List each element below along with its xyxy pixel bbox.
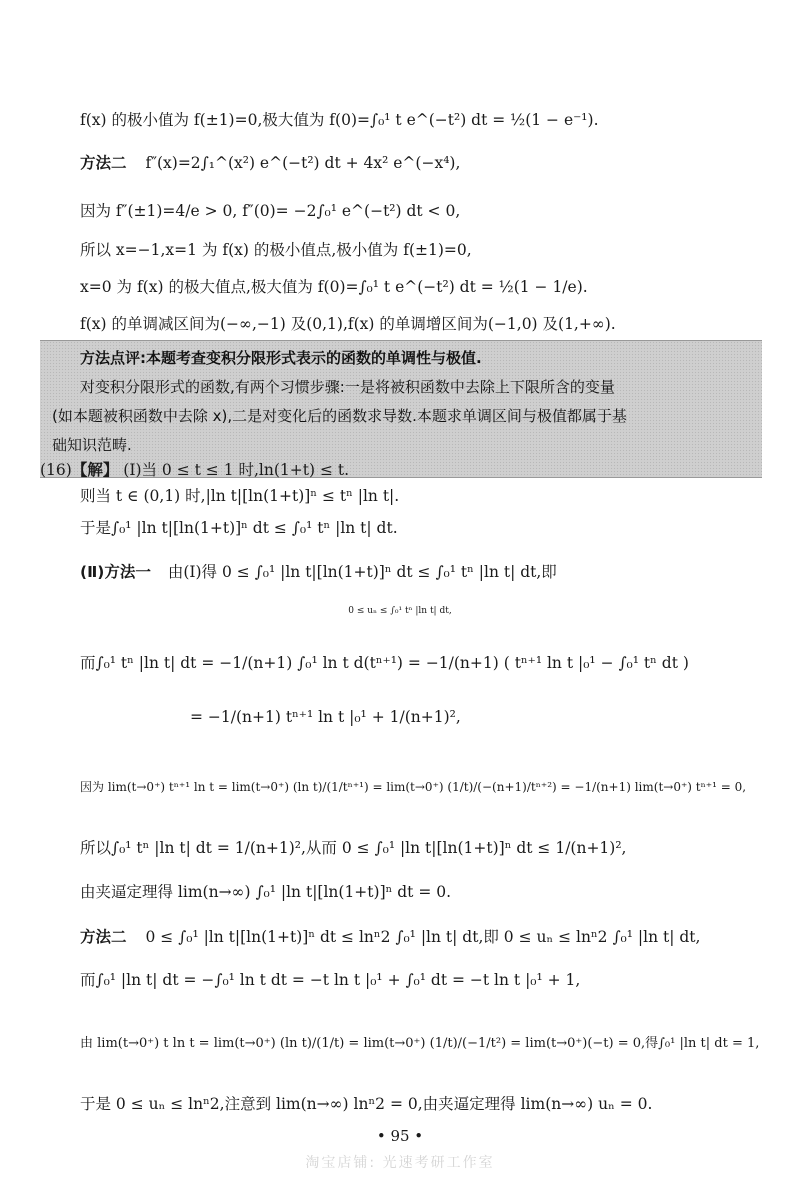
method-label: 方法二 [80, 154, 127, 172]
text-line-monotonic: f(x) 的单调减区间为(−∞,−1) 及(0,1),f(x) 的单调增区间为(−1,0) 及(1,+∞). [80, 315, 616, 333]
tip-title: 方法点评: [80, 349, 146, 367]
solution-header [40, 458, 740, 482]
tip-heading [80, 346, 754, 370]
solution-method2-line [80, 925, 740, 949]
solution-line: 而∫₀¹ tⁿ |ln t| dt = −1/(n+1) ∫₀¹ ln t d(tⁿ⁺¹) = −1/(n+1) ( tⁿ⁺¹ ln t |₀¹ − ∫₀¹ tⁿ dt ) [80, 654, 689, 672]
solution-line: 由夹逼定理得 lim(n→∞) ∫₀¹ |ln t|[ln(1+t)]ⁿ dt = 0. [80, 883, 452, 901]
solution-line: 于是∫₀¹ |ln t|[ln(1+t)]ⁿ dt ≤ ∫₀¹ tⁿ |ln t| dt. [80, 519, 398, 537]
solution-part2-line [80, 560, 740, 584]
solution-line: 由(Ⅰ)得 0 ≤ ∫₀¹ |ln t|[ln(1+t)]ⁿ dt ≤ ∫₀¹ tⁿ |ln t| dt,即 [167, 563, 557, 581]
solution-line: = −1/(n+1) tⁿ⁺¹ ln t |₀¹ + 1/(n+1)², [190, 708, 461, 726]
tip-body-line: 对变积分限形式的函数,有两个习惯步骤:一是将被积函数中去除上下限所含的变量 [80, 378, 615, 396]
solution-line: 而∫₀¹ |ln t| dt = −∫₀¹ ln t dt = −t ln t |₀¹ + ∫₀¹ dt = −t ln t |₀¹ + 1, [80, 971, 581, 989]
solution-line: 0 ≤ ∫₀¹ |ln t|[ln(1+t)]ⁿ dt ≤ lnⁿ2 ∫₀¹ |ln t| dt,即 0 ≤ uₙ ≤ lnⁿ2 ∫₀¹ |ln t| dt, [145, 928, 701, 946]
solution-line: 则当 t ∈ (0,1) 时,|ln t|[ln(1+t)]ⁿ ≤ tⁿ |ln t|. [80, 487, 400, 505]
text-line-because: 因为 f″(±1)=4/e > 0, f″(0)= −2∫₀¹ e^(−t²) dt < 0, [80, 202, 461, 220]
tip-body-line: (如本题被积函数中去除 x),二是对变化后的函数求导数.本题求单调区间与极值都属于基 [52, 407, 627, 425]
solution-line: (Ⅰ)当 0 ≤ t ≤ 1 时,ln(1+t) ≤ t. [123, 461, 350, 479]
solution-line: 由 lim(t→0⁺) t ln t = lim(t→0⁺) (ln t)/(1/t) = lim(t→0⁺) (1/t)/(−1/t²) = lim(t→0⁺)(−t) = 0,得∫₀¹ |ln t| dt = 1, [80, 1036, 760, 1051]
method2-label: 方法二 [80, 928, 127, 946]
text-line-minmax: f(x) 的极小值为 f(±1)=0,极大值为 f(0)=∫₀¹ t e^(−t²) dt = ½(1 − e⁻¹). [80, 111, 599, 129]
text-line-minpoints: 所以 x=−1,x=1 为 f(x) 的极小值点,极小值为 f(±1)=0, [80, 241, 472, 259]
formula-second-derivative: f″(x)=2∫₁^(x²) e^(−t²) dt + 4x² e^(−x⁴), [145, 154, 461, 172]
solution-line: 于是 0 ≤ uₙ ≤ lnⁿ2,注意到 lim(n→∞) lnⁿ2 = 0,由夹逼定理得 lim(n→∞) uₙ = 0. [80, 1095, 653, 1113]
solution-centered-inequality: 0 ≤ uₙ ≤ ∫₀¹ tⁿ |ln t| dt, [348, 606, 452, 616]
solution-tag: 【解】 [71, 461, 119, 479]
text-line-maxpoint: x=0 为 f(x) 的极大值点,极大值为 f(0)=∫₀¹ t e^(−t²) dt = ½(1 − 1/e). [80, 278, 588, 296]
text-line-method2 [80, 151, 740, 175]
solution-line: 因为 lim(t→0⁺) tⁿ⁺¹ ln t = lim(t→0⁺) (ln t)/(1/tⁿ⁺¹) = lim(t→0⁺) (1/t)/(−(n+1)/tⁿ⁺²) = −1/(n+1) lim(t→0⁺) tⁿ⁺¹ = 0, [80, 780, 747, 794]
tip-body-line: 础知识范畴. [52, 436, 132, 454]
solution-line: 所以∫₀¹ tⁿ |ln t| dt = 1/(n+1)²,从而 0 ≤ ∫₀¹ |ln t|[ln(1+t)]ⁿ dt ≤ 1/(n+1)², [80, 839, 627, 857]
page-number: • 95 • [376, 1127, 424, 1145]
problem-number: (16) [40, 461, 72, 479]
tip-title-rest: 本题考查变积分限形式表示的函数的单调性与极值. [146, 349, 482, 367]
watermark: 淘宝店铺: 光速考研工作室 [305, 1155, 495, 1171]
part2-label: (Ⅱ)方法一 [80, 563, 151, 581]
